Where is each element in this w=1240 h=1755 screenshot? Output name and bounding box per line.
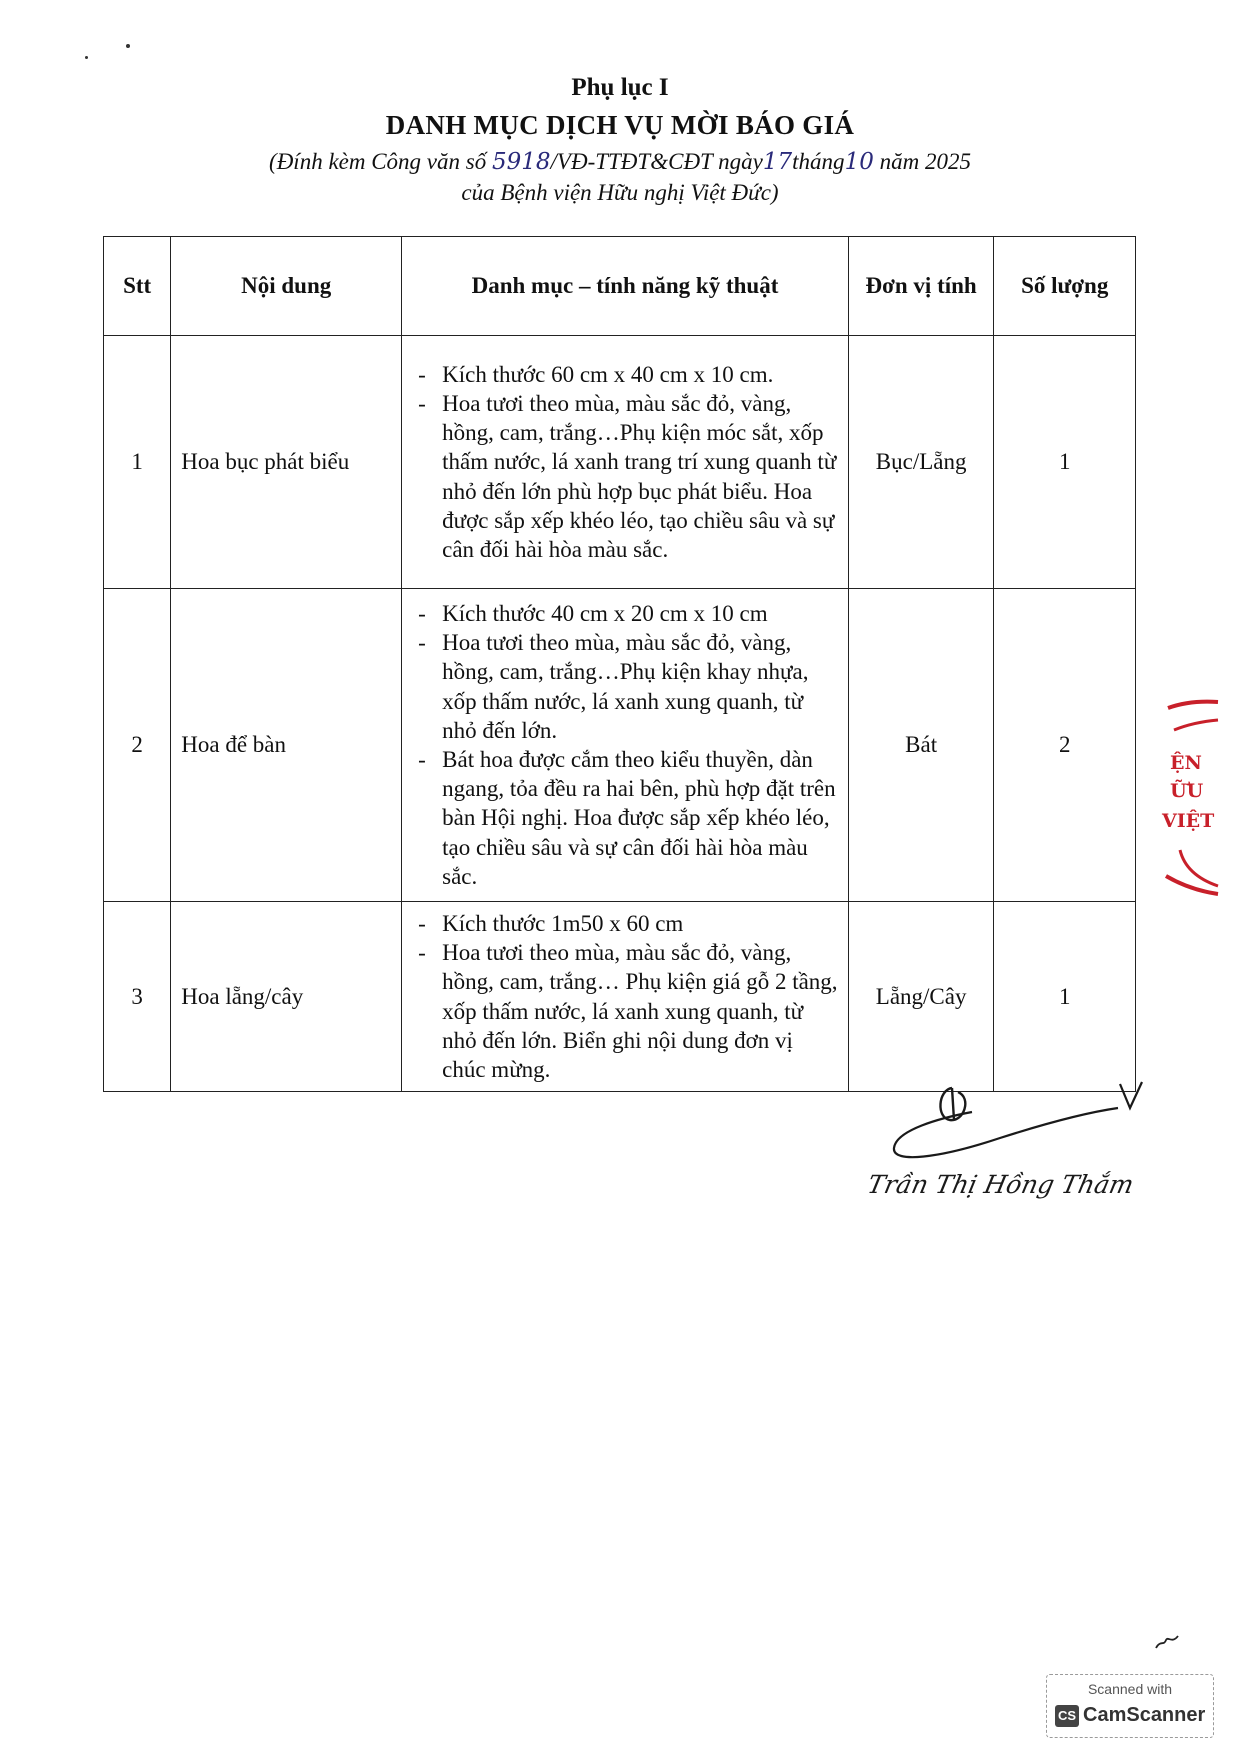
row-spec bbox=[402, 902, 849, 1092]
spec-item: - Hoa tươi theo mùa, màu sắc đỏ, vàng, hồng, cam, trắng…Phụ kiện móc sắt, xốp thấm nước, lá xanh trang trí xung quanh từ nhỏ đến lớn phù hợp bục phát biểu. Hoa được sắp xếp khéo léo, tạo chiều sâu và sự cân đối hài hòa màu sắc. bbox=[412, 389, 838, 564]
camscanner-logo-icon: CS bbox=[1055, 1705, 1079, 1727]
page-title: DANH MỤC DỊCH VỤ MỜI BÁO GIÁ bbox=[385, 110, 855, 140]
attachment-prefix: (Đính kèm Công văn số bbox=[269, 149, 492, 174]
attachment-suffix: năm 2025 bbox=[873, 149, 971, 174]
attachment-month-label: tháng bbox=[792, 149, 845, 174]
badge-brand: CamScanner bbox=[1083, 1704, 1206, 1726]
spec-item: - Hoa tươi theo mùa, màu sắc đỏ, vàng, hồng, cam, trắng… Phụ kiện giá gỗ 2 tầng, xốp thấm nước, lá xanh xung quanh, từ nhỏ đến lớn. Biển ghi nội dung đơn vị chúc mừng. bbox=[412, 938, 838, 1084]
row-stt: 1 bbox=[104, 336, 171, 589]
row-unit: Lẵng/Cây bbox=[848, 902, 994, 1092]
scan-speck bbox=[126, 44, 130, 48]
attachment-mid: /VĐ-TTĐT&CĐT ngày bbox=[550, 149, 763, 174]
col-header-stt: Stt bbox=[104, 237, 171, 336]
col-header-content: Nội dung bbox=[171, 237, 402, 336]
badge-scanned-with: Scanned with bbox=[1087, 1681, 1173, 1697]
spec-list bbox=[412, 909, 838, 1084]
row-spec bbox=[402, 336, 849, 589]
handwritten-mark bbox=[1152, 1630, 1182, 1652]
row-unit: Bục/Lẵng bbox=[848, 336, 994, 589]
row-content: Hoa để bàn bbox=[171, 589, 402, 902]
spec-item: - Hoa tươi theo mùa, màu sắc đỏ, vàng, hồng, cam, trắng…Phụ kiện khay nhựa, xốp thấm nước, lá xanh xung quanh, từ nhỏ đến lớn. bbox=[412, 628, 838, 745]
table-header-row bbox=[104, 237, 1136, 336]
row-content: Hoa lẵng/cây bbox=[171, 902, 402, 1092]
spec-item: - Kích thước 60 cm x 40 cm x 10 cm. bbox=[412, 360, 838, 389]
seal-text: ỮU bbox=[1170, 780, 1204, 802]
spec-list bbox=[412, 599, 838, 891]
day-value: 17 bbox=[762, 149, 793, 175]
spec-item: - Bát hoa được cắm theo kiểu thuyền, dàn ngang, tỏa đều ra hai bên, phù hợp đặt trên bàn Hội nghị. Hoa được sắp xếp khéo léo, tạo chiều sâu và sự cân đối hài hòa màu sắc. bbox=[412, 745, 838, 891]
row-unit: Bát bbox=[848, 589, 994, 902]
seal-text: ỆN bbox=[1170, 752, 1202, 774]
row-quantity: 1 bbox=[994, 336, 1136, 589]
signer-name: Trần Thị Hồng Thắm bbox=[864, 1170, 1137, 1199]
appendix-label: Phụ lục I bbox=[571, 74, 669, 101]
row-stt: 2 bbox=[104, 589, 171, 902]
col-header-spec: Danh mục – tính năng kỹ thuật bbox=[402, 237, 849, 336]
row-spec bbox=[402, 589, 849, 902]
table-row bbox=[104, 902, 1136, 1092]
service-table bbox=[103, 236, 1136, 1092]
row-quantity: 2 bbox=[994, 589, 1136, 902]
table-row bbox=[104, 336, 1136, 589]
col-header-unit: Đơn vị tính bbox=[848, 237, 994, 336]
attachment-line bbox=[0, 149, 1240, 175]
spec-item: - Kích thước 1m50 x 60 cm bbox=[412, 909, 838, 938]
spec-item: - Kích thước 40 cm x 20 cm x 10 cm bbox=[412, 599, 838, 628]
row-stt: 3 bbox=[104, 902, 171, 1092]
table-row bbox=[104, 589, 1136, 902]
seal-text: VIỆT bbox=[1162, 810, 1215, 832]
camscanner-badge bbox=[1046, 1674, 1214, 1738]
row-content: Hoa bục phát biểu bbox=[171, 336, 402, 589]
month-value: 10 bbox=[844, 149, 874, 175]
row-quantity: 1 bbox=[994, 902, 1136, 1092]
col-header-quantity: Số lượng bbox=[994, 237, 1136, 336]
scan-speck bbox=[85, 56, 88, 59]
hospital-line: của Bệnh viện Hữu nghị Việt Đức) bbox=[461, 180, 779, 205]
spec-list bbox=[412, 360, 838, 564]
document-number: 5918 bbox=[491, 149, 551, 175]
